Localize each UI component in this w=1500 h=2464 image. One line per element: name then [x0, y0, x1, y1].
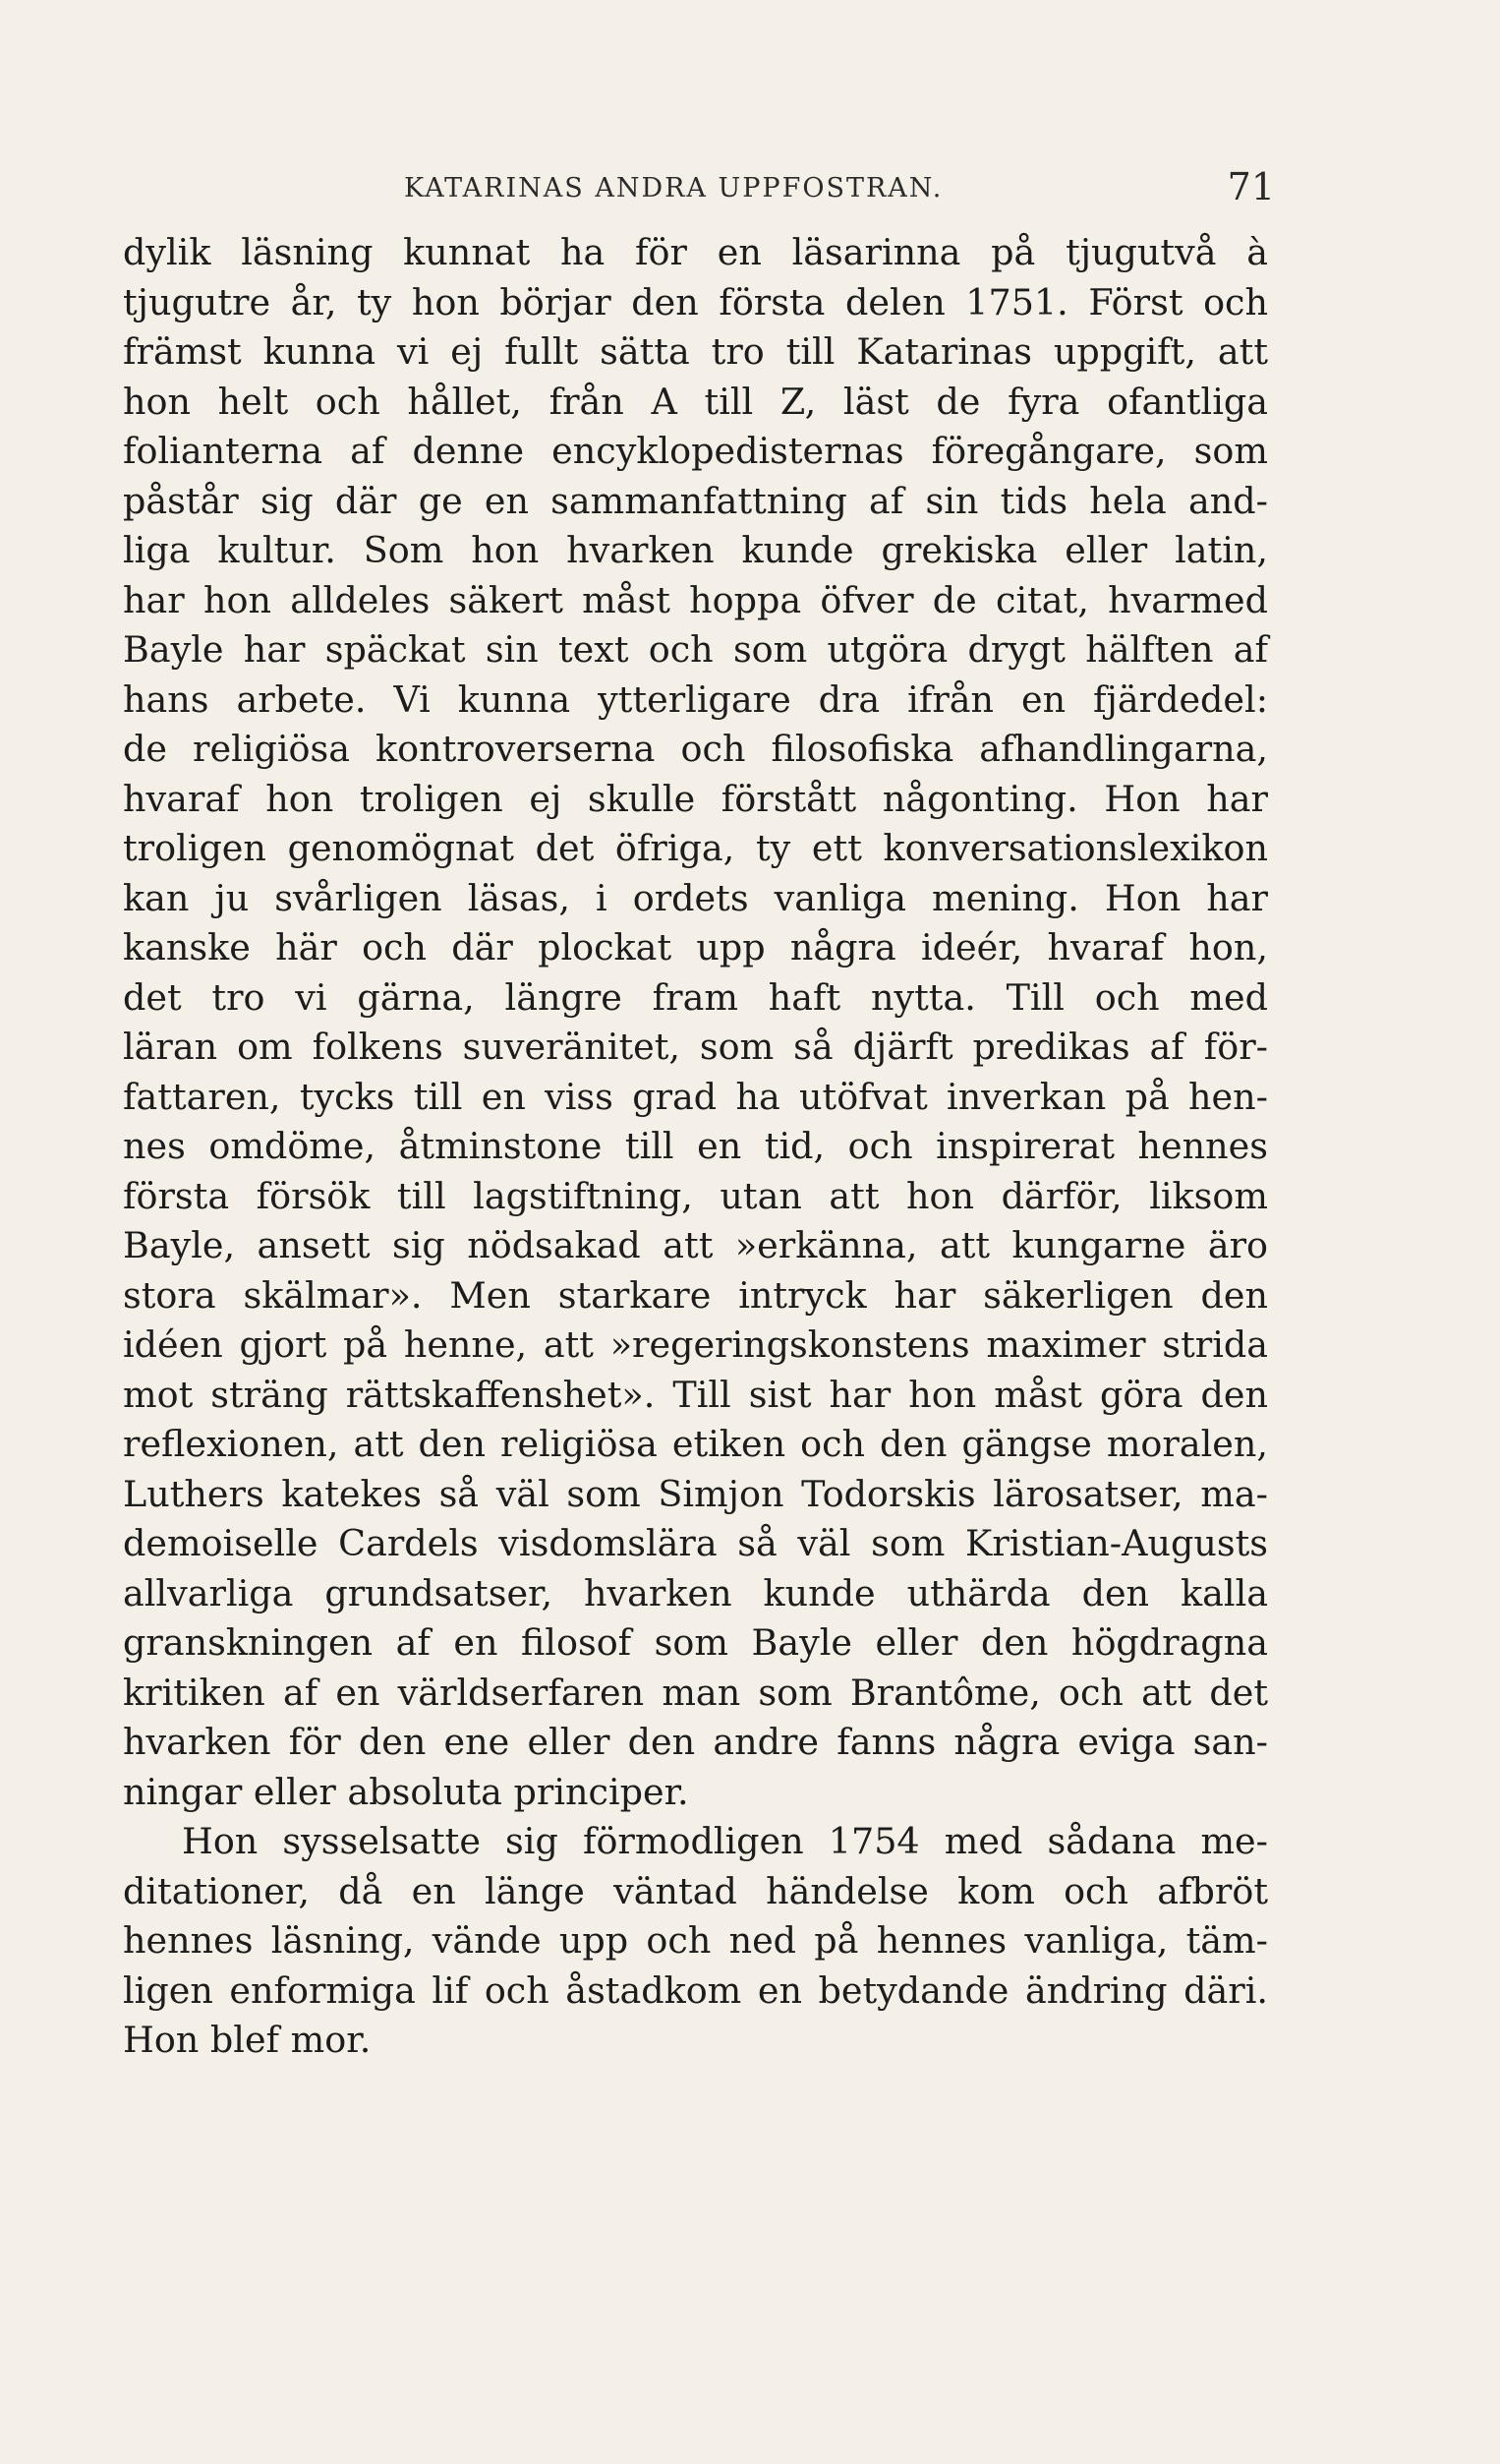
text-line: främst kunna vi ej fullt sätta tro till Katarinas uppgift, att [123, 330, 1268, 373]
text-line: hon helt och hållet, från A till Z, läst de fyra ofantliga [123, 380, 1268, 423]
running-head: KATARINAS ANDRA UPPFOSTRAN. [404, 173, 944, 204]
text-line: det tro vi gärna, längre fram haft nytta. Till och med [123, 975, 1268, 1019]
text-line: hvarken för den ene eller den andre fanns några eviga san- [123, 1721, 1268, 1763]
text-line: mot sträng rättskaffenshet». Till sist har hon måst göra den [123, 1373, 1268, 1416]
text-line: reflexionen, att den religiösa etiken och den gängse moralen, [123, 1423, 1268, 1465]
text-line: hennes läsning, vände upp och ned på hennes vanliga, täm- [123, 1919, 1268, 1962]
text-line: demoiselle Cardels visdomslära så väl som Kristian-Augusts [123, 1522, 1268, 1564]
text-line: Bayle har späckat sin text och som utgöra drygt hälften af [123, 628, 1268, 671]
text-line: påstår sig där ge en sammanfattning af sin tids hela and- [123, 479, 1268, 522]
text-line: ligen enformiga lif och åstadkom en betydande ändring däri. [123, 1968, 1268, 2012]
paragraph [123, 228, 1268, 1817]
text-line: hans arbete. Vi kunna ytterligare dra ifrån en fjärdedel: [123, 677, 1268, 721]
text-line: de religiösa kontroverserna och filosofiska afhandlingarna, [123, 728, 1268, 770]
text-line: hvaraf hon troligen ej skulle förstått någonting. Hon har [123, 777, 1268, 820]
paragraph [123, 1817, 1268, 2066]
text-line: läran om folkens suveränitet, som så djärft predikas af för- [123, 1026, 1268, 1068]
text-line: Bayle, ansett sig nödsakad att »erkänna, att kungarne äro [123, 1224, 1268, 1266]
text-line: ditationer, då en länge väntad händelse kom och afbröt [123, 1869, 1268, 1912]
text-line: kan ju svårligen läsas, i ordets vanliga mening. Hon har [123, 876, 1268, 919]
page-number: 71 [1227, 165, 1275, 208]
text-line: kanske här och där plockat upp några ideér, hvaraf hon, [123, 926, 1268, 968]
text-line: Luthers katekes så väl som Simjon Todorskis lärosatser, ma- [123, 1472, 1268, 1515]
text-line: ningar eller absoluta principer. [123, 1770, 689, 1813]
text-line: har hon alldeles säkert måst hoppa öfver de citat, hvarmed [123, 578, 1268, 621]
text-line: dylik läsning kunnat ha för en läsarinna på tjugutvå à [123, 231, 1268, 273]
text-line: Hon sysselsatte sig förmodligen 1754 med sådana me- [182, 1820, 1268, 1862]
text-line: Hon blef mor. [123, 2019, 372, 2061]
text-line: första försök till lagstiftning, utan att hon därför, liksom [123, 1174, 1268, 1217]
body-text [123, 228, 1268, 2066]
text-line: liga kultur. Som hon hvarken kunde grekiska eller latin, [123, 529, 1268, 571]
text-line: tjugutre år, ty hon börjar den första delen 1751. Först och [123, 280, 1268, 323]
text-line: folianterna af denne encyklopedisternas föregångare, som [123, 430, 1268, 472]
text-line: troligen genomögnat det öfriga, ty ett konversationslexikon [123, 827, 1268, 869]
text-line: nes omdöme, åtminstone till en tid, och inspirerat hennes [123, 1125, 1268, 1167]
text-line: granskningen af en filosof som Bayle eller den högdragna [123, 1621, 1268, 1664]
text-line: stora skälmar». Men starkare intryck har säkerligen den [123, 1273, 1268, 1317]
page-header [125, 165, 1275, 214]
text-line: allvarliga grundsatser, hvarken kunde uthärda den kalla [123, 1571, 1268, 1614]
text-line: idéen gjort på henne, att »regeringskonstens maximer strida [123, 1323, 1268, 1366]
text-line: kritiken af en världserfaren man som Brantôme, och att det [123, 1671, 1268, 1714]
text-line: fattaren, tycks till en viss grad ha utöfvat inverkan på hen- [123, 1075, 1268, 1118]
